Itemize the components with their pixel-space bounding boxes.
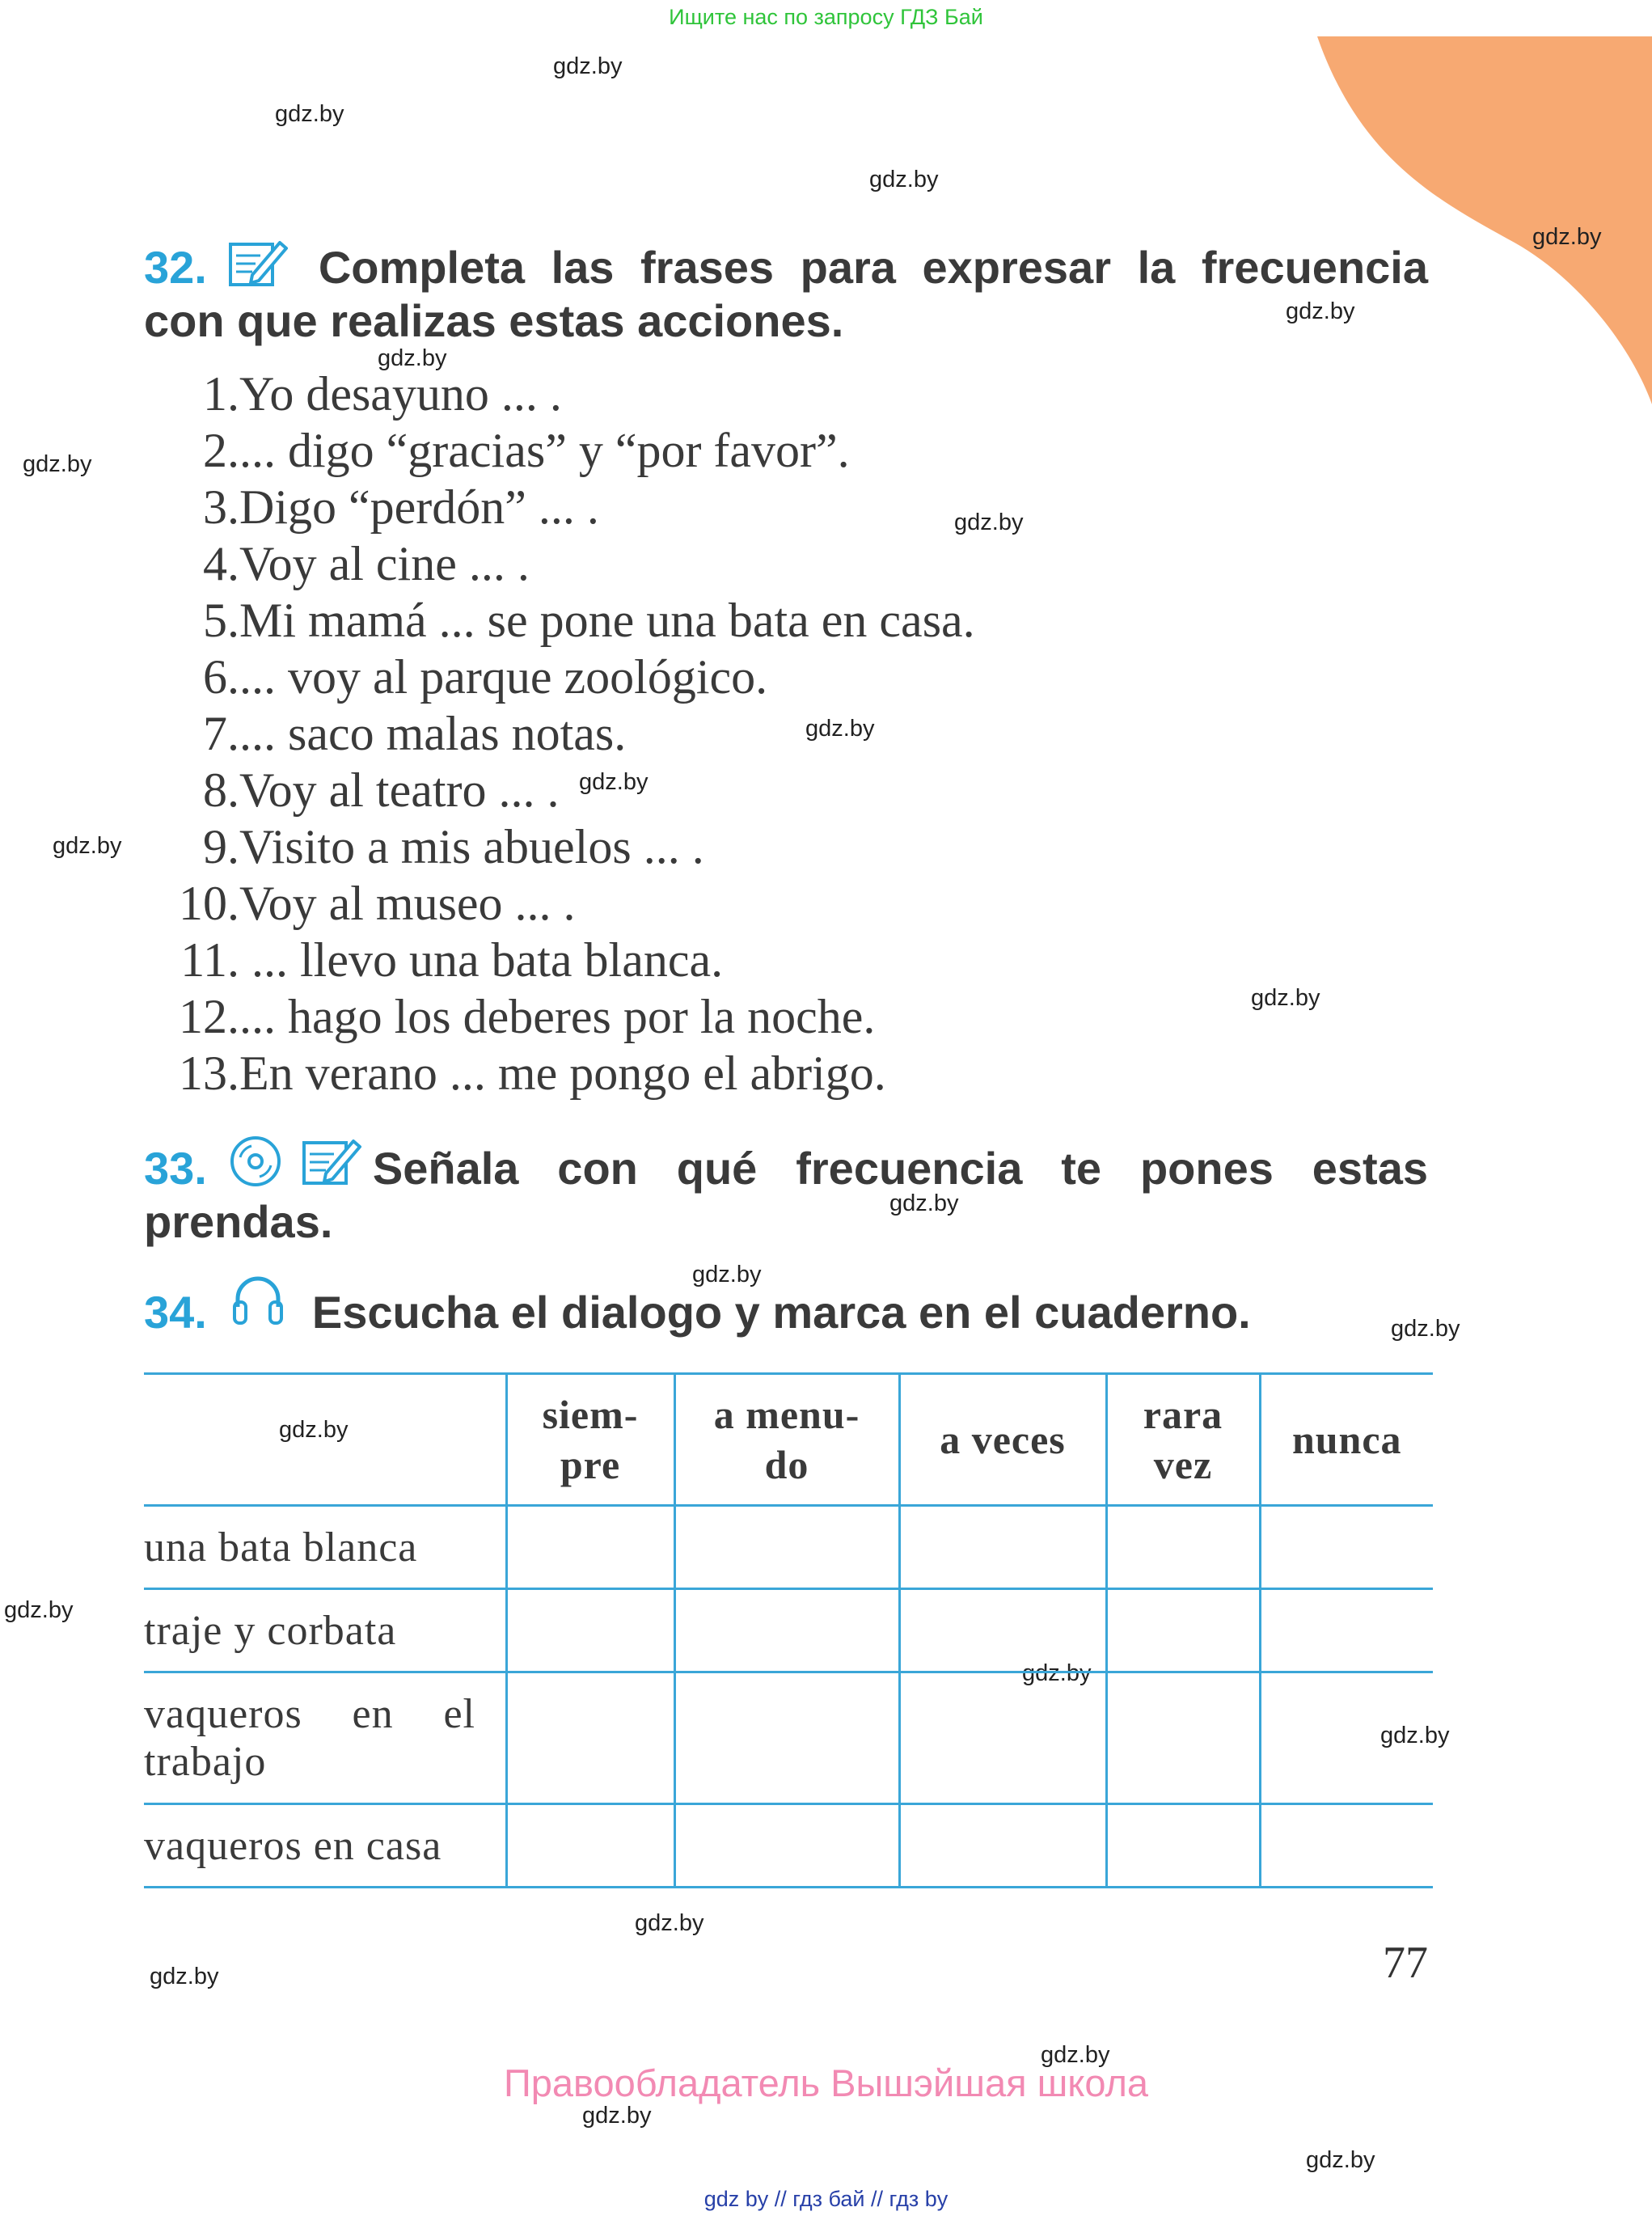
list-item-text: Visito a mis abuelos ... .	[239, 820, 704, 873]
watermark: gdz.by	[4, 1597, 74, 1623]
row-label-line1: vaqueros en casa	[144, 1822, 442, 1869]
list-item-text: ... voy al parque zoológico.	[239, 650, 768, 704]
table-row	[144, 1804, 1433, 1888]
answer-cell[interactable]	[674, 1672, 899, 1804]
list-item-text: Voy al museo ... .	[239, 877, 576, 930]
list-item	[144, 649, 768, 705]
list-item	[144, 366, 562, 422]
list-item	[144, 988, 876, 1045]
list-item-number: 6.	[203, 650, 239, 704]
list-item	[144, 535, 530, 592]
list-item-number: 5.	[203, 594, 239, 647]
watermark: gdz.by	[869, 167, 939, 192]
list-item-number: 9.	[203, 820, 239, 873]
column-header	[506, 1374, 674, 1506]
list-item-number: 12.	[179, 990, 239, 1043]
table-row	[144, 1672, 1433, 1804]
list-item-text: Voy al teatro ... .	[239, 763, 560, 817]
answer-cell[interactable]	[506, 1672, 674, 1804]
list-item	[144, 762, 560, 818]
audio-disc-icon	[229, 1135, 282, 1188]
answer-cell[interactable]	[1106, 1589, 1260, 1672]
watermark: gdz.by	[805, 716, 875, 742]
watermark: gdz.by	[150, 1964, 219, 1989]
answer-cell[interactable]	[506, 1506, 674, 1589]
answer-cell[interactable]	[1260, 1804, 1433, 1888]
list-item-number: 11.	[180, 933, 239, 987]
watermark: gdz.by	[582, 2103, 652, 2129]
footer-links[interactable]: gdz by // гдз бай // гдз by	[703, 2187, 949, 2211]
watermark: gdz.by	[23, 451, 92, 477]
exercise-32-title: Completa las frases para expresar la frecuencia	[318, 242, 1428, 293]
answer-cell[interactable]	[674, 1589, 899, 1672]
list-item-text: Yo desayuno ... .	[239, 367, 562, 421]
list-item-text: ... saco malas notas.	[239, 707, 627, 760]
row-label-cell	[144, 1672, 506, 1804]
list-item-number: 13.	[179, 1046, 239, 1100]
decorative-corner-shape	[1312, 0, 1652, 421]
list-item-number: 1.	[203, 367, 239, 421]
list-item-number: 8.	[203, 763, 239, 817]
watermark: gdz.by	[635, 1910, 704, 1936]
watermark: gdz.by	[1022, 1660, 1092, 1686]
column-header-line1: rara	[1143, 1392, 1223, 1437]
answer-cell[interactable]	[899, 1672, 1106, 1804]
exercise-34-heading	[144, 1286, 1251, 1339]
watermark: gdz.by	[954, 509, 1024, 535]
list-item-text: En verano ... me pongo el abrigo.	[239, 1046, 886, 1100]
exercise-32-number: 32.	[144, 242, 207, 293]
watermark: gdz.by	[378, 345, 447, 371]
watermark: gdz.by	[1532, 224, 1602, 250]
watermark: gdz.by	[1251, 985, 1320, 1011]
watermark: gdz.by	[1306, 2147, 1375, 2173]
exercise-32-heading-line2: con que realizas estas acciones.	[144, 295, 844, 346]
column-header	[899, 1374, 1106, 1506]
column-header-line1: a menu-	[713, 1392, 860, 1437]
answer-cell[interactable]	[674, 1506, 899, 1589]
watermark: gdz.by	[279, 1417, 349, 1443]
top-banner[interactable]: Ищите нас по запросу ГДЗ Бай	[669, 5, 983, 29]
answer-cell[interactable]	[1260, 1672, 1433, 1804]
answer-cell[interactable]	[674, 1804, 899, 1888]
exercise-34-title: Escucha el dialogo y marca en el cuaderno.	[311, 1287, 1251, 1338]
page-number: 77	[1383, 1938, 1428, 1988]
column-header-line1: a veces	[940, 1417, 1066, 1462]
list-item-number: 4.	[203, 537, 239, 590]
exercise-34-number: 34.	[144, 1287, 207, 1338]
list-item-text: ... llevo una bata blanca.	[239, 933, 724, 987]
watermark: gdz.by	[579, 769, 649, 795]
column-header-line2: vez	[1153, 1442, 1213, 1487]
answer-cell[interactable]	[506, 1589, 674, 1672]
watermark: gdz.by	[553, 53, 623, 79]
list-item	[144, 1045, 886, 1101]
list-item	[144, 818, 704, 875]
answer-cell[interactable]	[1106, 1672, 1260, 1804]
column-header	[1260, 1374, 1433, 1506]
row-label-cell	[144, 1506, 506, 1589]
list-item-number: 7.	[203, 707, 239, 760]
exercise-33-heading-line2: prendas.	[144, 1196, 333, 1247]
exercise-33-number: 33.	[144, 1143, 207, 1194]
answer-cell[interactable]	[899, 1589, 1106, 1672]
watermark: gdz.by	[1041, 2042, 1110, 2068]
watermark: gdz.by	[1391, 1316, 1460, 1342]
column-header-line1: siem-	[542, 1392, 639, 1437]
pencil-notepad-icon	[302, 1135, 363, 1186]
list-item	[144, 479, 599, 535]
row-label-cell	[144, 1589, 506, 1672]
answer-cell[interactable]	[899, 1506, 1106, 1589]
list-item	[144, 875, 576, 932]
list-item-text: Mi mamá ... se pone una bata en casa.	[239, 594, 975, 647]
answer-cell[interactable]	[899, 1804, 1106, 1888]
column-header-line1: nunca	[1291, 1417, 1402, 1462]
headphones-icon	[231, 1271, 285, 1328]
answer-cell[interactable]	[1260, 1506, 1433, 1589]
column-header-line2: do	[764, 1442, 809, 1487]
watermark: gdz.by	[1380, 1723, 1450, 1748]
column-header-line2: pre	[560, 1442, 621, 1487]
list-item-text: ... digo “gracias” y “por favor”.	[239, 424, 850, 477]
column-header	[1106, 1374, 1260, 1506]
frequency-table	[144, 1372, 1433, 1888]
list-item-number: 2.	[203, 424, 239, 477]
list-item-text: Digo “perdón” ... .	[239, 480, 599, 534]
table-header-row	[144, 1374, 1433, 1506]
row-label-line1: traje y corbata	[144, 1607, 397, 1654]
list-item	[144, 592, 975, 649]
column-header	[674, 1374, 899, 1506]
list-item-number: 3.	[203, 480, 239, 534]
answer-cell[interactable]	[1106, 1804, 1260, 1888]
watermark: gdz.by	[1286, 298, 1355, 324]
list-item	[144, 932, 724, 988]
list-item	[144, 422, 850, 479]
pencil-notepad-icon	[228, 236, 289, 288]
exercise-32-heading-line1	[144, 241, 1428, 294]
row-label-cell	[144, 1804, 506, 1888]
exercise-33-title: Señala con qué frecuencia te pones estas	[372, 1143, 1428, 1194]
row-label-line1: vaqueros en el	[144, 1691, 475, 1737]
row-label-line1: una bata blanca	[144, 1524, 418, 1571]
watermark: gdz.by	[692, 1262, 762, 1287]
answer-cell[interactable]	[1260, 1589, 1433, 1672]
answer-cell[interactable]	[1106, 1506, 1260, 1589]
watermark: gdz.by	[275, 101, 344, 127]
row-label-line2: trabajo	[144, 1739, 267, 1785]
table-row	[144, 1589, 1433, 1672]
rights-holder: Правообладатель Вышэйшая школа	[503, 2061, 1149, 2104]
table-corner-cell	[144, 1374, 506, 1506]
list-item	[144, 705, 627, 762]
watermark: gdz.by	[889, 1190, 959, 1216]
list-item-number: 10.	[179, 877, 239, 930]
list-item-text: ... hago los deberes por la noche.	[239, 990, 876, 1043]
table-row	[144, 1506, 1433, 1589]
watermark: gdz.by	[53, 833, 122, 859]
answer-cell[interactable]	[506, 1804, 674, 1888]
list-item-text: Voy al cine ... .	[239, 537, 530, 590]
